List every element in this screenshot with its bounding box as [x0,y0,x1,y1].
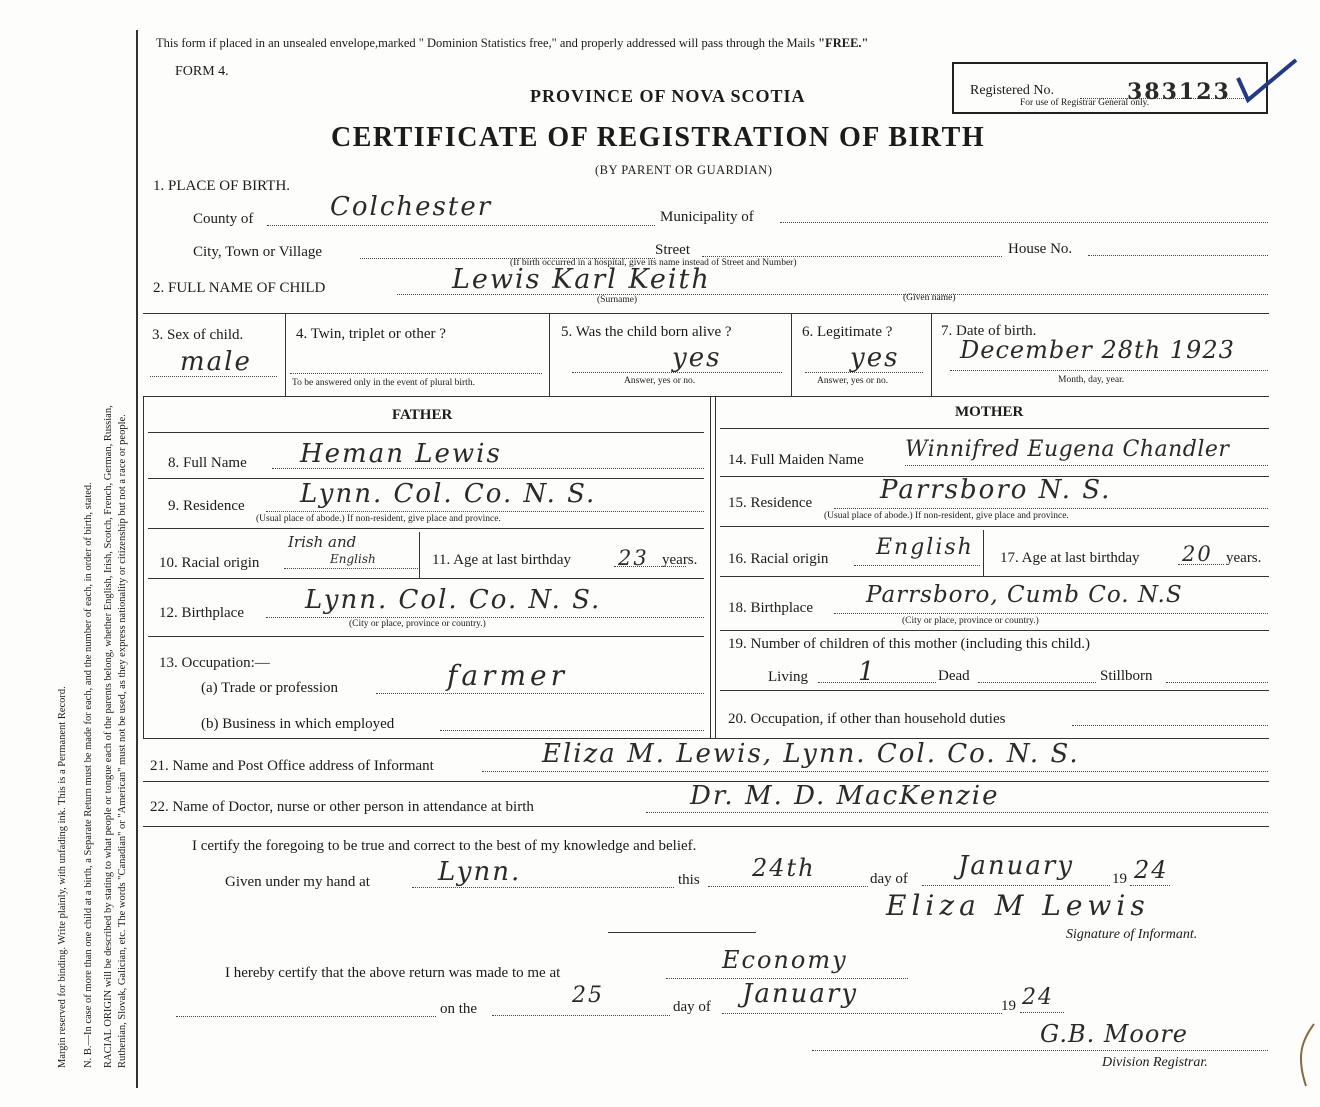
father-row-rule-4 [148,636,704,637]
father-race-divider [419,532,420,578]
legitimate-value: yes [850,343,900,373]
house-label: House No. [1008,241,1073,257]
given-year-value: 24 [1134,856,1169,884]
this-label: this [678,872,700,888]
registrar-lead-line [176,1016,436,1017]
certificate-title: CERTIFICATE OF REGISTRATION OF BIRTH [331,122,986,153]
place-of-birth-label: 1. PLACE OF BIRTH. [153,178,291,194]
business-line [440,730,704,731]
father-birthplace-label: 12. Birthplace [159,605,244,621]
informant-label: 21. Name and Post Office address of Informant [150,758,434,774]
doctor-rule [143,826,1269,827]
mother-race-label: 16. Racial origin [728,551,829,567]
check-mark-icon [1232,56,1302,111]
mother-heading: MOTHER [955,404,1024,420]
registrar-dayof-label: day of [673,999,711,1015]
mother-birthplace-line [834,613,1268,614]
given-month-value: January [958,851,1075,881]
county-label: County of [193,211,254,227]
mother-occupation-label: 20. Occupation, if other than household duties [728,711,1006,727]
twin-line [290,373,542,374]
doctor-label: 22. Name of Doctor, nurse or other person in attendance at birth [150,799,534,815]
row3-bottom-border [143,396,1269,397]
margin-note-1: Margin reserved for binding. Write plainly, with unfading ink. This is a Permanent Record. [57,686,68,1068]
given-day-line [708,886,868,887]
living-value: 1 [858,657,877,687]
mother-race-value: English [876,535,974,560]
informant-value: Eliza M. Lewis, Lynn. Col. Co. N. S. [542,739,1080,769]
sex-label: 3. Sex of child. [152,327,244,343]
registrar-place-value: Economy [722,946,848,974]
legitimate-note: Answer, yes or no. [817,376,889,386]
certify-text: I certify the foregoing to be true and correct to the best of my knowledge and belief. [192,838,697,854]
mother-name-value: Winnifred Eugena Chandler [905,437,1230,462]
section-left-border [143,396,144,738]
mother-age-value: 20 [1182,542,1213,566]
informant-signature: Eliza M Lewis [886,889,1150,922]
twin-label: 4. Twin, triplet or other ? [296,326,446,342]
mother-residence-value: Parrsboro N. S. [880,475,1112,505]
dob-note: Month, day, year. [1058,375,1125,385]
father-race-value-1: Irish and [288,533,357,551]
row3-divider-2 [549,313,550,396]
father-residence-note: (Usual place of abode.) If non-resident, give place and province. [256,514,501,524]
living-label: Living [768,669,808,685]
certificate-subtitle: (BY PARENT OR GUARDIAN) [595,163,773,177]
row3-divider-4 [931,313,932,396]
stillborn-line [1166,682,1268,683]
form-number: FORM 4. [175,64,229,79]
separator-rule [608,932,756,933]
mother-residence-line [834,508,1268,509]
mother-age-label: 17. Age at last birthday [1000,550,1140,566]
city-label: City, Town or Village [193,244,323,260]
registrar-day-line [492,1015,670,1016]
mother-residence-label: 15. Residence [728,495,813,511]
father-occupation-label: 13. Occupation:— [159,655,270,671]
father-row-rule-3 [148,578,704,579]
twin-note: To be answered only in the event of plural birth. [292,378,475,388]
father-age-label: 11. Age at last birthday [432,552,571,568]
alive-value: yes [672,343,722,373]
mother-name-label: 14. Full Maiden Name [728,452,864,468]
binding-margin-line [136,30,138,1088]
trade-line [376,693,704,694]
mother-birthplace-note: (City or place, province or country.) [902,616,1039,626]
trade-value: farmer [447,659,568,692]
living-line [818,682,936,683]
father-residence-label: 9. Residence [168,498,245,514]
father-race-label: 10. Racial origin [159,555,260,571]
given-place-line [412,887,674,888]
father-mother-divider [710,396,711,738]
hospital-note: (If birth occurred in a hospital, give its name instead of Street and Number) [510,258,797,268]
mail-free: "FREE." [818,36,869,50]
dob-value: December 28th 1923 [960,336,1235,364]
mother-row-rule-2 [720,526,1269,527]
registrar-month-value: January [742,979,859,1009]
father-name-label: 8. Full Name [168,455,247,471]
mother-age-unit: years. [1226,550,1262,566]
given-label: Given under my hand at [225,874,370,890]
dob-line [950,370,1268,371]
given-name-note: (Given name) [903,293,956,303]
mother-row-rule-5 [720,690,1269,691]
municipality-line [780,222,1268,223]
sex-value: male [180,347,252,377]
father-birthplace-line [266,617,704,618]
alive-note: Answer, yes or no. [624,376,696,386]
row3-divider-1 [285,313,286,396]
father-race-value-2: English [330,552,376,566]
margin-note-4: Ruthenian, Slovak, Galician, etc. The words "Canadian" or "American" must not be used, as they express nationality or citizenship but not a race or people. [117,414,128,1068]
street-line [702,256,1002,257]
mother-birthplace-label: 18. Birthplace [728,600,813,616]
doctor-value: Dr. M. D. MacKenzie [690,781,1000,811]
given-place-value: Lynn. [438,857,522,887]
registered-number: 383123 [1127,79,1231,105]
registrar-day-value: 25 [572,983,604,1008]
house-line [1088,255,1268,256]
trade-label: (a) Trade or profession [201,680,339,696]
doctor-line [646,812,1268,813]
given-month-line [922,885,1110,886]
dead-line [978,682,1096,683]
given-dayof-label: day of [870,871,908,887]
legitimate-label: 6. Legitimate ? [802,324,893,340]
alive-label: 5. Was the child born alive ? [561,324,732,340]
row3-top-border [143,313,1269,314]
mail-notice: This form if placed in an unsealed envelope,marked " Dominion Statistics free," and properly addressed will pass through the Mails "FREE." [156,36,869,50]
registrar-month-line [722,1013,1002,1014]
mother-race-divider [983,530,984,576]
children-count-label: 19. Number of children of this mother (including this child.) [728,636,1091,652]
father-birthplace-value: Lynn. Col. Co. N. S. [305,585,602,615]
mother-race-line [854,565,980,566]
father-age-unit: years. [662,552,698,568]
father-race-line [284,568,418,569]
registrar-text: I hereby certify that the above return was made to me at [225,965,561,981]
surname-note: (Surname) [597,295,638,305]
onthe-label: on the [440,1001,478,1017]
dead-label: Dead [938,668,970,684]
informant-signature-label: Signature of Informant. [1066,927,1198,942]
father-mother-divider-2 [715,396,716,738]
registrar-year-value: 24 [1022,985,1054,1010]
father-age-value: 23 [618,546,649,570]
child-name-label: 2. FULL NAME OF CHILD [153,280,326,296]
page-corner-mark [1288,1022,1318,1097]
mother-heading-rule [720,428,1269,429]
mother-occupation-line [1072,725,1268,726]
registrar-use-note: For use of Registrar General only. [1020,98,1150,108]
registrar-year-line [1020,1012,1064,1013]
given-year-prefix: 19 [1112,871,1127,887]
registrar-year-prefix: 19 [1001,998,1016,1014]
father-residence-line [266,511,704,512]
registrar-signature-label: Division Registrar. [1102,1055,1208,1070]
mother-name-line [905,465,1268,466]
father-residence-value: Lynn. Col. Co. N. S. [300,479,597,509]
street-label: Street [655,242,690,258]
given-day-value: 24th [752,854,816,882]
dob-label: 7. Date of birth. [941,323,1037,339]
mother-residence-note: (Usual place of abode.) If non-resident, give place and province. [824,511,1069,521]
father-row-rule-2 [148,528,704,529]
stillborn-label: Stillborn [1100,668,1153,684]
county-line [267,225,655,226]
registrar-signature-line [812,1050,1268,1051]
father-birthplace-note: (City or place, province or country.) [349,619,486,629]
given-year-line [1130,885,1170,886]
province-title: PROVINCE OF NOVA SCOTIA [530,86,806,106]
informant-line [482,771,1268,772]
mother-row-rule-3 [720,576,1269,577]
registered-label: Registered No. [970,83,1054,98]
father-heading-rule [148,432,704,433]
child-name-value: Lewis Karl Keith [452,264,711,295]
row3-divider-3 [791,313,792,396]
business-label: (b) Business in which employed [201,716,395,732]
father-name-value: Heman Lewis [300,439,502,469]
father-heading: FATHER [392,407,453,423]
registrar-signature: G.B. Moore [1040,1020,1188,1048]
mother-birthplace-value: Parrsboro, Cumb Co. N.S [866,582,1183,608]
county-value: Colchester [330,192,493,222]
margin-note-3: RACIAL ORIGIN will be described by stating to what people or tongue each of the parents belong, whether English, Irish, Scotch, French, German, Russian, [103,405,114,1068]
mother-row-rule-4 [720,630,1269,631]
margin-note-2: N. B.—In case of more than one child at a birth, a Separate Return must be made for each, and the number of each, in order of birth, stated. [83,482,94,1068]
municipality-label: Municipality of [660,209,754,225]
